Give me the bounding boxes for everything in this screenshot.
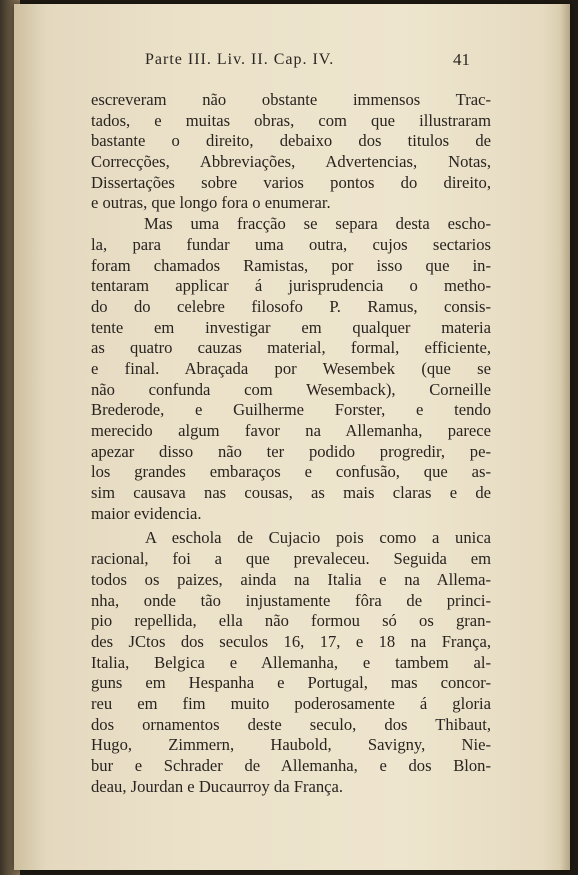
paragraph-start-line: A eschola de Cujacio pois como a unica [145, 528, 491, 548]
text-line: Dissertações sobre varios pontos do direito, [91, 172, 491, 192]
text-line: e final. Abraçada por Wesembek (que se [91, 358, 491, 378]
text-line: des JCtos dos seculos 16, 17, e 18 na França, [91, 631, 491, 651]
text-line: não confunda com Wesemback), Corneille [91, 379, 491, 399]
text-line: deau, Jourdan e Ducaurroy da França. [91, 776, 344, 796]
text-line: maior evidencia. [91, 503, 202, 523]
text-line: tentaram applicar á jurisprudencia o metho- [91, 276, 491, 296]
text-line: tente em investigar em qualquer materia [91, 317, 491, 337]
text-line: dos ornamentos deste seculo, dos Thibaut, [91, 714, 491, 734]
running-head: Parte III. Liv. II. Cap. IV. [145, 51, 335, 68]
text-line: nha, onde tão injustamente fôra de princi- [91, 590, 491, 610]
text-line: sim causava nas cousas, as mais claras e de [91, 483, 491, 503]
text-line: Hugo, Zimmern, Haubold, Savigny, Nie- [91, 735, 491, 755]
text-line: todos os paizes, ainda na Italia e na Allema- [91, 569, 491, 589]
text-line: pio repellida, ella não formou só os gran- [91, 611, 491, 631]
page-body-text [91, 90, 491, 797]
text-line: as quatro cauzas material, formal, efficiente, [91, 338, 491, 358]
text-line: foram chamados Ramistas, por isso que in- [91, 255, 491, 275]
text-line: guns em Hespanha e Portugal, mas concor- [91, 673, 491, 693]
text-line: bastante o direito, debaixo dos titulos de [91, 131, 491, 151]
text-line: reu em fim muito poderosamente á gloria [91, 693, 491, 713]
text-line: racional, foi a que prevaleceu. Seguida em [91, 549, 491, 569]
text-line: e outras, que longo fora o enumerar. [91, 193, 331, 213]
text-line: Correcções, Abbreviações, Advertencias, Notas, [91, 152, 491, 172]
text-line: Italia, Belgica e Allemanha, e tambem al- [91, 652, 491, 672]
text-line: Brederode, e Guilherme Forster, e tendo [91, 400, 491, 420]
text-line: bur e Schrader de Allemanha, e dos Blon- [91, 756, 491, 775]
text-line: tados, e muitas obras, com que illustraram [91, 110, 491, 130]
text-line: apezar disso não ter podido progredir, pe- [91, 441, 491, 461]
book-page [14, 4, 570, 870]
text-line: merecido algum favor na Allemanha, parece [91, 421, 491, 440]
page-number: 41 [453, 50, 470, 69]
text-line: escreveram não obstante immensos Trac- [91, 90, 491, 109]
text-line: la, para fundar uma outra, cujos sectarios [91, 234, 491, 254]
text-line: do do celebre filosofo P. Ramus, consis- [91, 296, 491, 316]
paragraph-start-line: Mas uma fracção se separa desta escho- [144, 214, 491, 234]
text-line: los grandes embaraços e confusão, que as- [91, 462, 491, 482]
